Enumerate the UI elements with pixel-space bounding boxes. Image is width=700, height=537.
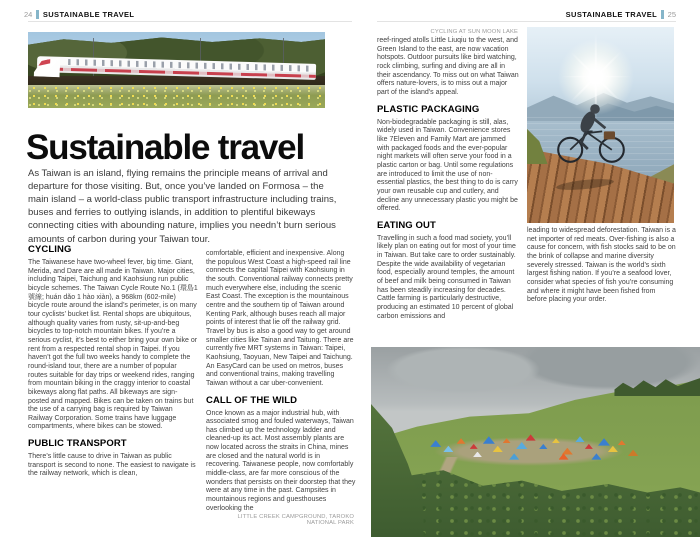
- tent-art: [539, 444, 548, 450]
- accent-bar: [661, 10, 664, 19]
- tent-art: [443, 446, 453, 452]
- campground-photo-caption: LITTLE CREEK CAMPGROUND, TAROKO NATIONAL PARK: [237, 514, 354, 526]
- tent-art: [526, 434, 536, 440]
- body-paragraph: The Taiwanese have two-wheel fever, big time. Giant, Merida, and Dare are all made in Taiwan. Major cities, including Taipei, Taichung and Kaohsiung run public bicycle schemes. The Taiwan Cycle Route No.1 (環島1號線; huán dǎo 1 hào xiàn), a 968km (602-mile) bicycle route around the island’s perimeter, is on many tour cyclists’ bucket list. Rental shops are ubiquitous, although quality varies from rusty, sit-up-and-beg bicycles to top-notch mountain bikes. If you’re a serious cyclist, it’s best to either bring your own bike or rent from a respected rental shop in Taipei. If you haven’t got the full two weeks handy to complete the round-island tour, there are a number of popular routes suitable for day trips or weekend rides, ranging from mountain biking in the craggy interior to coastal bikeways along flat paths. All bikeways are sign-posted and mapped. Bikes can be taken on trains but the use of a carrying bag is required by Taiwan Railway Corporation. Some trains have luggage compartments, where bikes can be stowed.: [28, 259, 198, 431]
- tent-art: [470, 444, 478, 449]
- tent-art: [430, 440, 441, 447]
- accent-bar: [36, 10, 39, 19]
- tent-art: [509, 453, 519, 459]
- body-paragraph: Once known as a major industrial hub, with associated smog and fouled waterways, Taiwan has climbed up the technology ladder and cleaned-up its act. Most assembly plants are now located across the straits in China, mines are closed and the natural world is in recovering. Taiwanese people, now comfortably middle-class, are far more conscious of the wonders that persists on their doorstep that they were at any time in the past. Campsites in mountainous regions and guesthouses overlooking the: [206, 409, 356, 512]
- campground-photo: [371, 347, 700, 537]
- tent-art: [598, 438, 610, 445]
- tent-art: [618, 440, 626, 445]
- intro-paragraph: As Taiwan is an island, flying remains the principle means of arrival and departure for those visiting. But, once you’ve landed on Formosa – the main island – a world-class public transport infrastructure including trains, buses and ferries to outlying islands, in addition to plentiful bikeways connecting cities with abounding nature, implies you needn’t burn serious amounts of carbon during your Taiwan tour.: [28, 167, 337, 245]
- tent-art: [473, 452, 482, 458]
- p25-column-2: [527, 227, 676, 310]
- left-page-number: 24: [24, 10, 33, 19]
- section-heading-call-of-the-wild: CALL OF THE WILD: [206, 394, 298, 406]
- cyclist-photo-caption: CYCLING AT SUN MOON LAKE: [430, 29, 518, 35]
- cyclist-photo: [527, 27, 674, 223]
- tent-art: [628, 450, 639, 457]
- p24-column-2: [206, 244, 356, 518]
- page-title: Sustainable travel: [26, 128, 304, 168]
- tent-art: [493, 446, 503, 452]
- tent-art: [585, 444, 593, 449]
- section-heading-cycling: CYCLING: [28, 244, 72, 255]
- tent-art: [483, 436, 495, 443]
- cyclist-figure: [551, 100, 631, 166]
- body-paragraph: Travelling in such a food mad society, you’ll likely plan on eating out for most of your time in Taiwan. But take care to order sustainably. Despite the wide availability of vegetarian food, especially around temples, the amount of beef and milk being consumed in Taiwan has been steadily increasing for decades. Cattle farming is particularly destructive, producing an estimated 10 percent of global carbon emissions and: [377, 234, 516, 320]
- left-header-rule: [28, 21, 352, 22]
- body-paragraph: Non-biodegradable packaging is still, alas, widely used in Taiwan. Convenience stores like 7Eleven and Family Mart are jammed with packaged foods and the ever-popular night markets will often serve your food in a plastic carton or bag. Until some regulations are introduced to limit the use of non-essential plastics, the best thing to do is carry your own reusable cup and cutlery, and decline any unnecessary plastic you might be offered.: [377, 118, 518, 213]
- right-header-rule: [377, 21, 676, 22]
- right-chapter-title: SUSTAINABLE TRAVEL: [565, 10, 658, 19]
- tent-art: [575, 436, 585, 442]
- right-running-head: [566, 10, 676, 19]
- body-paragraph: comfortable, efficient and inexpensive. Along the populous West Coast a high-speed rail line connects the capital Taipei with Kaohsiung in the south. Conventional railway connects pretty much everywhere else, including the scenic East Coast. The exception is the mountainous centre and the southern tip of Taiwan around Kenting Park, although buses reach all major points of interest that lie off the railway grid. Travel by bus is also a good way to get around smaller cities like Tainan and Taitung. There are currently five MRT systems in Taiwan: Taipei, Kaohsiung, Taoyuan, New Taipei and Taichung. An EasyCard can be used on metros, buses and conventional trains, making travelling Taiwan without a car uber-convenient.: [206, 250, 354, 387]
- section-heading-public-transport: PUBLIC TRANSPORT: [28, 438, 127, 450]
- body-paragraph: There’s little cause to drive in Taiwan as public transport is second to none. The easiest to navigate is the railway network, which is clean,: [28, 453, 196, 478]
- tent-art: [457, 438, 466, 444]
- body-paragraph: leading to widespread deforestation. Taiwan is a net importer of red meats. Over-fishing is also a cause for concern, with fish stocks said to be on the brink of collapse and marine diversity severely stressed. Taiwan is the world’s sixth largest fishing nation. If you’re a seafood lover, consider what species of fish you’re consuming and where it might have been fished from before placing your order.: [527, 227, 676, 304]
- tent-art: [591, 453, 601, 459]
- p25-column-1: [377, 37, 519, 326]
- right-page-number: 25: [667, 10, 676, 19]
- flower-field-art: [28, 85, 325, 108]
- body-paragraph: reef-ringed atolls Little Liuqiu to the west, and Green Island to the east, are now vacation hotspots. Outdoor pursuits like bird watching, rock climbing, surfing and diving are all in their ascendancy. To miss out on what Taiwan offers nature-lovers, is to miss out a major part of the island’s appeal.: [377, 37, 519, 96]
- section-heading-plastic-packaging: PLASTIC PACKAGING: [377, 103, 480, 115]
- tent-art: [608, 446, 618, 452]
- tent-art: [503, 438, 511, 443]
- tent-art: [516, 442, 528, 449]
- left-chapter-title: SUSTAINABLE TRAVEL: [42, 10, 135, 19]
- tent-art: [552, 438, 560, 443]
- left-running-head: [24, 10, 134, 19]
- section-heading-eating-out: EATING OUT: [377, 219, 436, 231]
- train-photo: [28, 32, 325, 108]
- p24-column-1: [28, 244, 198, 484]
